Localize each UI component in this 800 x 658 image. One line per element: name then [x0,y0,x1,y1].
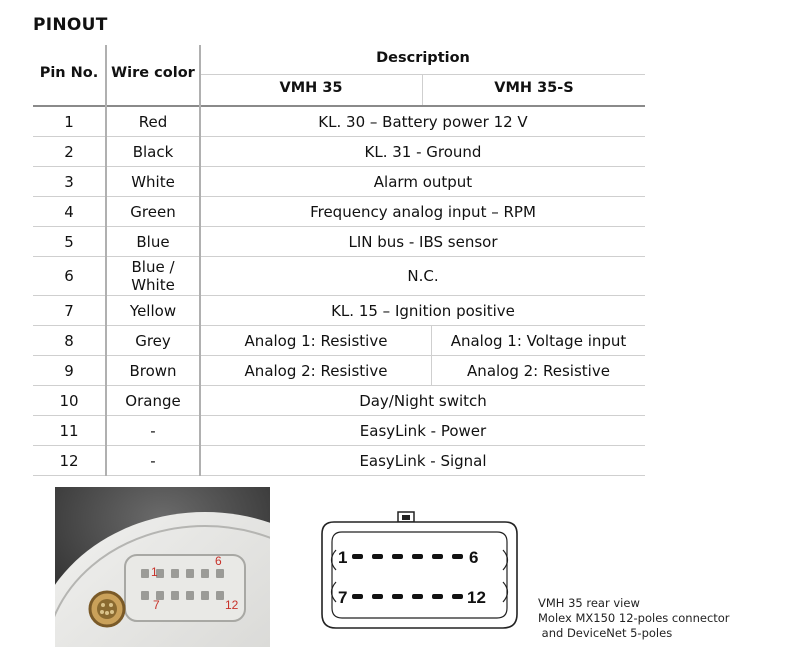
table-row [33,386,645,416]
column-divider-1 [105,45,107,476]
diagram-pin-label-12: 12 [467,588,486,607]
description-vmh35s-cell: Analog 1: Voltage input [450,331,627,350]
wire-color-cell: - [150,451,156,470]
wire-color-cell: Brown [129,361,177,380]
header-vmh35s: VMH 35-S [494,80,574,96]
table-row [33,446,645,476]
header-pin-no: Pin No. [39,65,99,81]
table-row [33,416,645,446]
connector-diagram [312,510,527,644]
pin-number-cell: 3 [64,172,74,191]
wire-color-cell: Yellow [129,301,177,320]
photo-pin-label-12: 12 [225,598,239,612]
photo-pin-label-1: 1 [151,565,158,579]
pin-number-cell: 12 [59,451,79,470]
caption-line: VMH 35 rear view [538,596,640,610]
diagram-pin-label-1: 1 [338,548,348,567]
description-cell: EasyLink - Signal [359,451,487,470]
pin-number-cell: 8 [64,331,74,350]
table-row [33,107,645,137]
table-row [33,257,645,296]
table-body [33,107,645,476]
header-wire-color: Wire color [111,65,195,81]
wire-color-cell: Orange [125,391,181,410]
wire-color-cell: Blue [136,232,170,251]
description-vmh35-cell: Analog 1: Resistive [244,331,388,350]
wire-color-cell: Blue / White [131,258,175,294]
wire-color-cell: Grey [135,331,171,350]
figure-caption [538,596,730,641]
description-cell: LIN bus - IBS sensor [348,232,498,251]
table-header [33,45,645,107]
wire-color-cell: White [131,172,175,191]
header-subdivider [201,74,645,75]
page-title: PINOUT [33,15,108,35]
table-row [33,137,645,167]
description-cell: Day/Night switch [359,391,487,410]
table-row [33,326,645,356]
table-row [33,227,645,257]
description-cell: KL. 30 – Battery power 12 V [318,112,528,131]
diagram-pin-label-6: 6 [469,548,479,567]
description-cell: Frequency analog input – RPM [310,202,536,221]
table-row [33,167,645,197]
pin-number-cell: 1 [64,112,74,131]
pin-number-cell: 7 [64,301,74,320]
header-description: Description [376,50,470,66]
description-cell: EasyLink - Power [359,421,487,440]
pin-number-cell: 11 [59,421,79,440]
wire-color-cell: Green [130,202,176,221]
caption-line: Molex MX150 12-poles connector [538,611,730,625]
pinout-table [33,45,645,476]
table-row [33,356,645,386]
header-vmh35: VMH 35 [279,80,343,96]
wire-color-cell: - [150,421,156,440]
description-cell: N.C. [407,267,439,285]
diagram-pin-label-7: 7 [338,588,348,607]
caption-line: and DeviceNet 5-poles [538,626,673,640]
photo-pin-label-6: 6 [215,554,222,568]
pin-number-cell: 6 [64,267,74,285]
table-row [33,197,645,227]
wire-color-cell: Red [138,112,168,131]
description-vmh35s-cell: Analog 2: Resistive [467,361,610,380]
description-vmh35-cell: Analog 2: Resistive [244,361,388,380]
pin-number-cell: 10 [59,391,79,410]
pin-number-cell: 5 [64,232,74,251]
pin-number-cell: 2 [64,142,74,161]
pin-number-cell: 4 [64,202,74,221]
pin-number-cell: 9 [64,361,74,380]
column-divider-2 [199,45,201,476]
photo-pin-label-7: 7 [153,598,160,612]
table-row [33,296,645,326]
wire-color-cell: Black [132,142,174,161]
connector-photo [55,487,270,647]
description-cell: KL. 15 – Ignition positive [331,301,515,320]
description-cell: Alarm output [373,172,473,191]
description-cell: KL. 31 - Ground [364,142,482,161]
